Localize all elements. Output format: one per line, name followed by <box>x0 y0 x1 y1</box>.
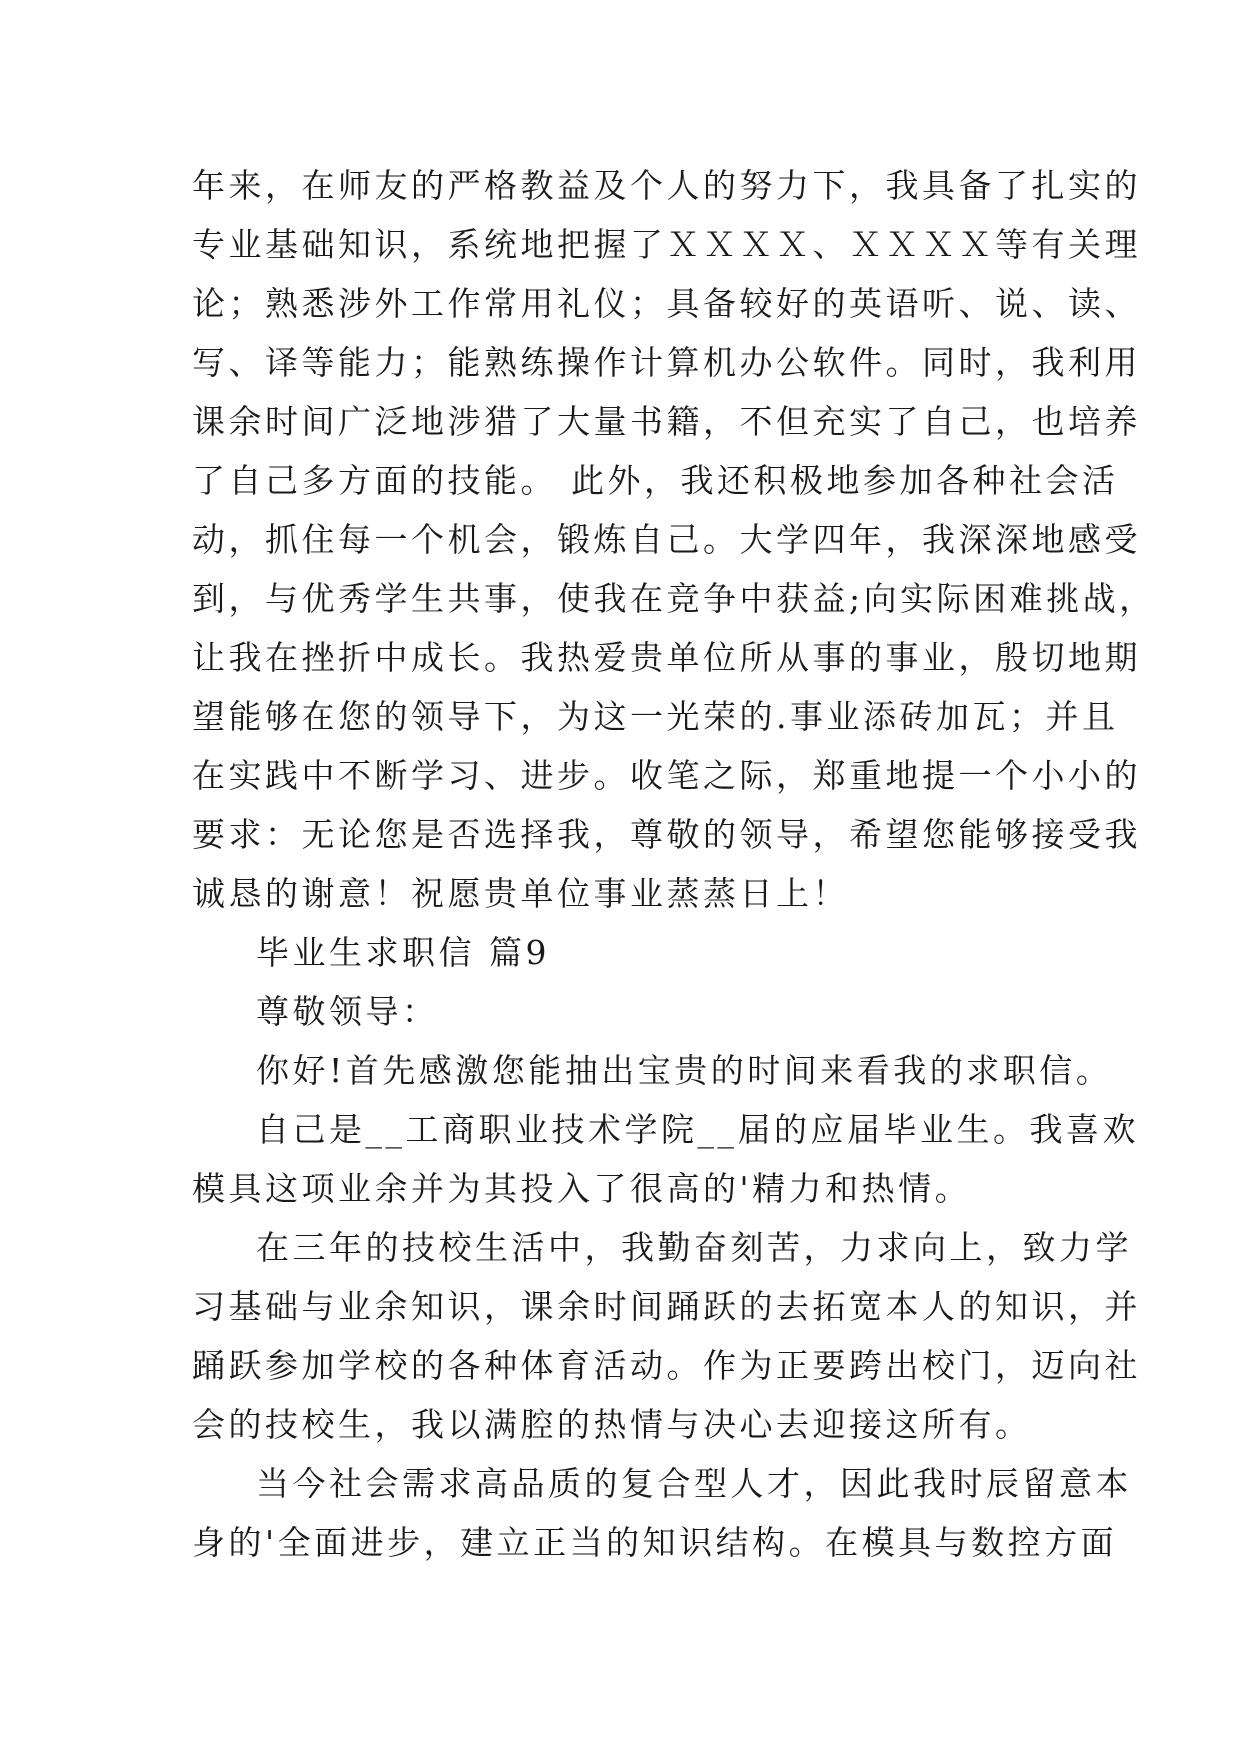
text-line: 踊跃参加学校的各种体育活动。作为正要跨出校门，迈向社 <box>192 1346 1141 1385</box>
text-line: 习基础与业余知识，课余时间踊跃的去拓宽本人的知识，并 <box>192 1287 1141 1326</box>
text-line: 在实践中不断学习、进步。收笔之际，郑重地提一个小小的 <box>192 756 1141 795</box>
text-line: 动，抓住每一个机会，锻炼自己。大学四年，我深深地感受 <box>192 520 1141 559</box>
text-line: 课余时间广泛地涉猎了大量书籍，不但充实了自己，也培养 <box>192 402 1141 441</box>
text-line: 自己是__工商职业技术学院__届的应届毕业生。我喜欢 <box>256 1110 1139 1149</box>
text-line: 诚恳的谢意！祝愿贵单位事业蒸蒸日上！ <box>192 874 849 913</box>
text-line: 让我在挫折中成长。我热爱贵单位所从事的事业，殷切地期 <box>192 638 1141 677</box>
text-line: 要求：无论您是否选择我，尊敬的领导，希望您能够接受我 <box>192 815 1141 854</box>
text-line: 望能够在您的领导下，为这一光荣的.事业添砖加瓦；并且 <box>192 697 1119 736</box>
text-line: 年来，在师友的严格教益及个人的努力下，我具备了扎实的 <box>192 166 1141 205</box>
document-body <box>192 156 1156 1572</box>
text-line: 写、译等能力；能熟练操作计算机办公软件。同时，我利用 <box>192 343 1141 382</box>
text-line: 论；熟悉涉外工作常用礼仪；具备较好的英语听、说、读、 <box>192 284 1141 323</box>
text-line: 专业基础知识，系统地把握了ＸＸＸＸ、ＸＸＸＸ等有关理 <box>192 225 1141 264</box>
text-line: 毕业生求职信 篇9 <box>256 933 550 972</box>
text-line: 会的技校生，我以满腔的热情与决心去迎接这所有。 <box>192 1405 1032 1444</box>
text-line: 在三年的技校生活中，我勤奋刻苦，力求向上，致力学 <box>256 1228 1132 1267</box>
text-line: 模具这项业余并为其投入了很高的'精力和热情。 <box>192 1169 972 1208</box>
text-line: 你好!首先感激您能抽出宝贵的时间来看我的求职信。 <box>256 1051 1113 1090</box>
text-line: 了自己多方面的技能。 此外，我还积极地参加各种社会活 <box>192 461 1119 500</box>
text-line: 当今社会需求高品质的复合型人才，因此我时辰留意本 <box>256 1464 1132 1503</box>
text-line: 身的'全面进步，建立正当的知识结构。在模具与数控方面 <box>192 1523 1118 1562</box>
text-line: 到，与优秀学生共事，使我在竞争中获益;向实际困难挑战， <box>192 579 1156 618</box>
text-line: 尊敬领导： <box>256 992 439 1031</box>
